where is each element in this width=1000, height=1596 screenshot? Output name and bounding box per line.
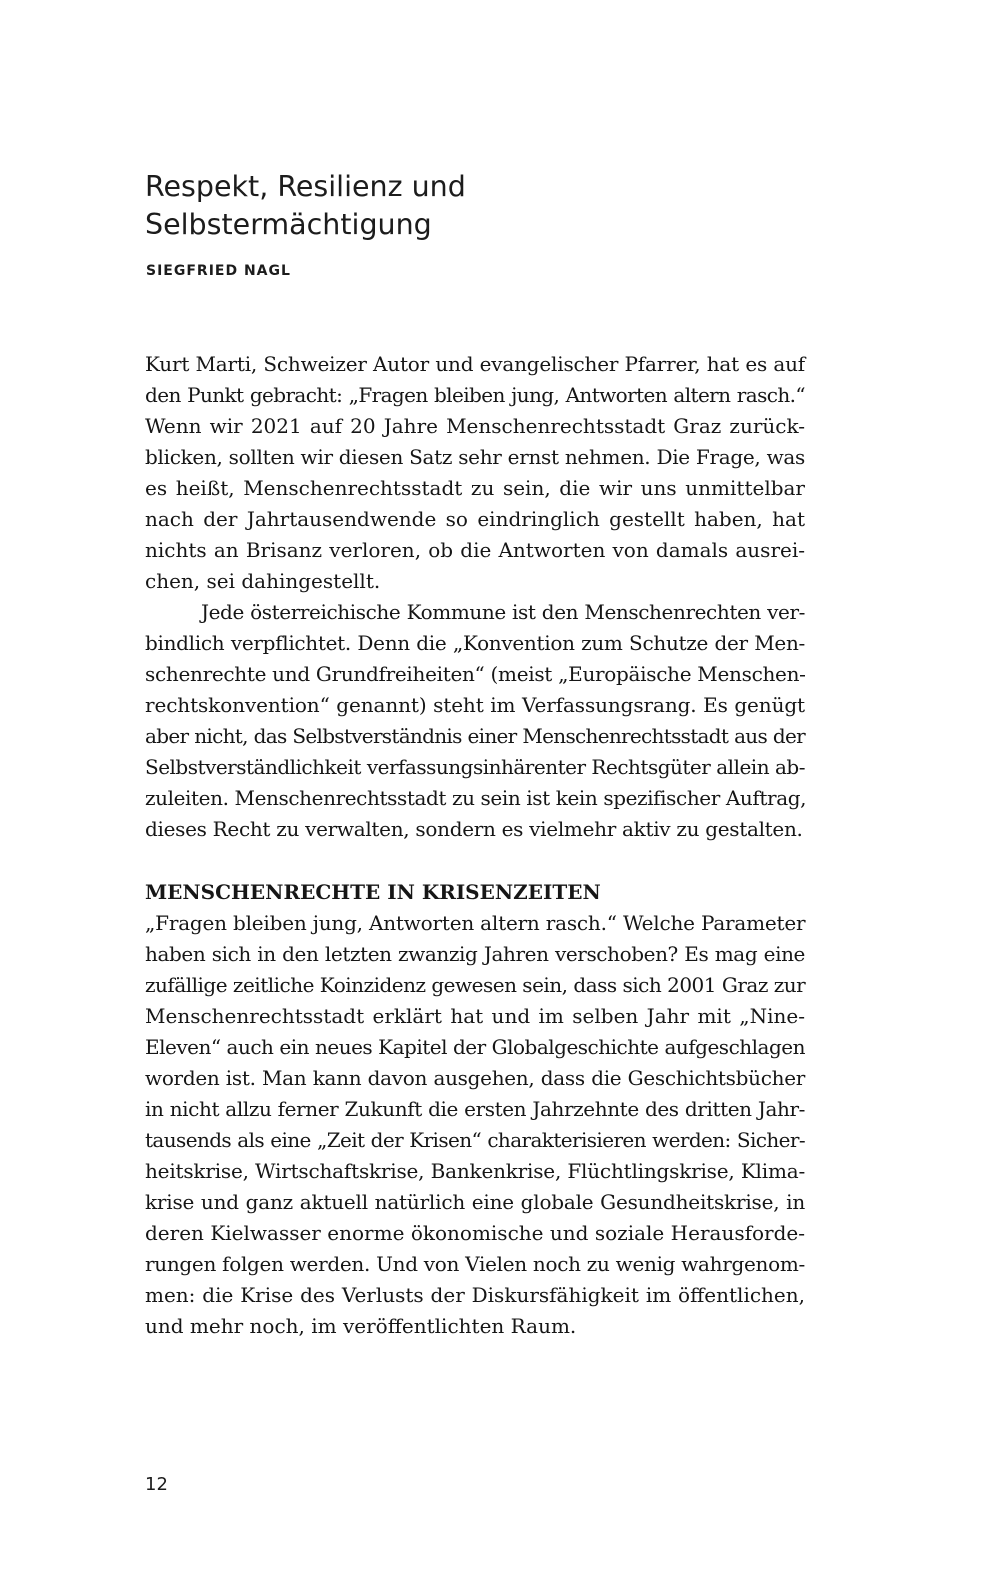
article-title [145,168,845,244]
text-line: rungen folgen werden. Und von Vielen noch zu wenig wahrgenom- [145,1252,805,1276]
text-line: men: die Krise des Verlusts der Diskursfähigkeit im öffentlichen, [145,1283,805,1307]
text-line: Menschenrechtsstadt erklärt hat und im selben Jahr mit „Nine- [145,1004,805,1028]
text-line: zuleiten. Menschenrechtsstadt zu sein ist kein spezifischer Auftrag, [145,786,807,810]
text-line: bindlich verpflichtet. Denn die „Konvention zum Schutze der Men- [145,631,805,655]
text-line: worden ist. Man kann davon ausgehen, dass die Geschichtsbücher [145,1066,805,1090]
author-name: SIEGFRIED NAGL [146,263,291,279]
text-line: deren Kielwasser enorme ökonomische und soziale Herausforde- [145,1221,805,1245]
article-title-line: Respekt, Resilienz und [145,170,466,203]
page-number: 12 [145,1474,168,1495]
text-line: es heißt, Menschenrechtsstadt zu sein, die wir uns unmittelbar [145,476,805,500]
text-line: in nicht allzu ferner Zukunft die ersten Jahrzehnte des dritten Jahr- [145,1097,805,1121]
text-line: und mehr noch, im veröffentlichten Raum. [145,1314,577,1338]
section-2-text [145,877,805,1342]
text-line: rechtskonvention“ genannt) steht im Verfassungsrang. Es genügt [145,693,805,717]
text-line: Jede österreichische Kommune ist den Menschenrechten ver- [201,600,805,624]
section-1-text [145,349,805,845]
text-line: „Fragen bleiben jung, Antworten altern rasch.“ Welche Parameter [145,911,806,935]
text-line: tausends als eine „Zeit der Krisen“ charakterisieren werden: Sicher- [145,1128,805,1152]
text-line: blicken, sollten wir diesen Satz sehr ernst nehmen. Die Frage, was [145,445,805,469]
text-line: den Punkt gebracht: „Fragen bleiben jung, Antworten altern rasch.“ [145,383,805,407]
text-line: aber nicht, das Selbstverständnis einer Menschenrechtsstadt aus der [145,724,805,748]
text-line: Kurt Marti, Schweizer Autor und evangelischer Pfarrer, hat es auf [145,352,805,376]
text-line: haben sich in den letzten zwanzig Jahren verschoben? Es mag eine [145,942,805,966]
text-line: Selbstverständlichkeit verfassungsinhärenter Rechtsgüter allein ab- [145,755,805,779]
text-line: heitskrise, Wirtschaftskrise, Bankenkrise, Flüchtlingskrise, Klima- [145,1159,805,1183]
text-line: nach der Jahrtausendwende so eindringlich gestellt haben, hat [145,507,805,531]
text-line: zufällige zeitliche Koinzidenz gewesen sein, dass sich 2001 Graz zur [145,973,806,997]
text-line: dieses Recht zu verwalten, sondern es vielmehr aktiv zu gestalten. [145,817,803,841]
article-title-line: Selbstermächtigung [145,208,432,241]
text-line: nichts an Brisanz verloren, ob die Antworten von damals ausrei- [145,538,805,562]
text-line: Wenn wir 2021 auf 20 Jahre Menschenrechtsstadt Graz zurück- [145,414,805,438]
section-heading: MENSCHENRECHTE IN KRISENZEITEN [145,880,601,904]
text-line: Eleven“ auch ein neues Kapitel der Globalgeschichte aufgeschlagen [145,1035,805,1059]
text-line: chen, sei dahingestellt. [145,569,381,593]
text-line: krise und ganz aktuell natürlich eine globale Gesundheitskrise, in [145,1190,805,1214]
text-line: schenrechte und Grundfreiheiten“ (meist „Europäische Menschen- [145,662,806,686]
